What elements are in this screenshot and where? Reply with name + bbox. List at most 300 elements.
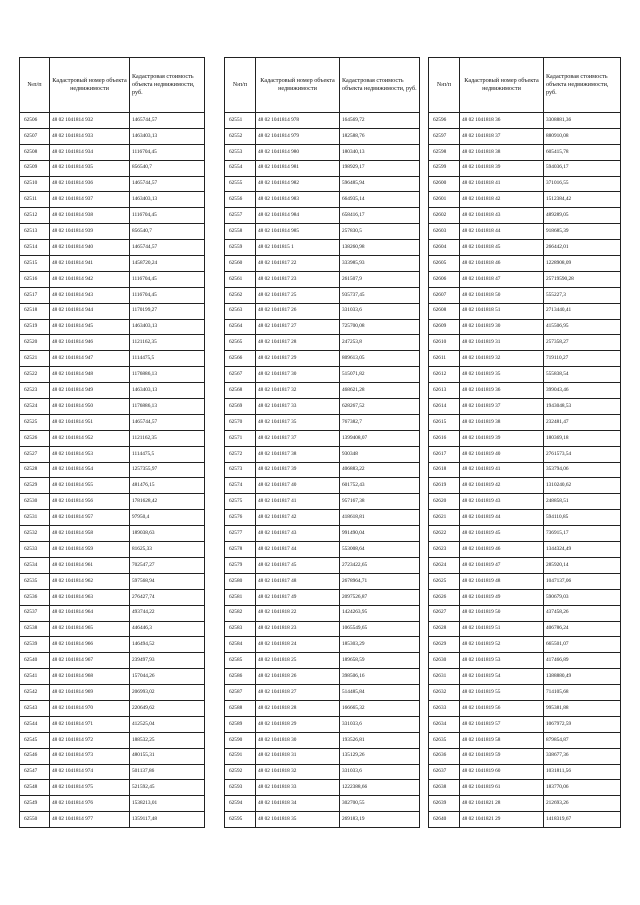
cadastral-cost: 1463403,13 [130, 319, 205, 335]
row-number: 62584 [225, 637, 256, 653]
cadastral-cost: 446446,3 [130, 621, 205, 637]
row-number: 62517 [20, 287, 50, 303]
cadastral-cost: 257358,27 [544, 335, 621, 351]
table-row [225, 224, 420, 240]
cadastral-cost: 1031811,56 [544, 764, 621, 780]
cadastral-number: 48 02 1041819 37 [460, 399, 544, 415]
table-row [225, 208, 420, 224]
cadastral-cost: 180369,18 [544, 430, 621, 446]
cadastral-cost: 3308881,36 [544, 113, 621, 129]
cadastral-table-block-3 [428, 57, 621, 828]
table-row [429, 128, 621, 144]
cadastral-number: 48 02 1041814 981 [256, 160, 340, 176]
row-number: 62578 [225, 542, 256, 558]
cadastral-number: 48 02 1041819 36 [460, 383, 544, 399]
cadastral-number: 48 02 1041819 38 [460, 414, 544, 430]
row-number: 62525 [20, 414, 50, 430]
row-number: 62555 [225, 176, 256, 192]
table-row [429, 748, 621, 764]
cadastral-cost: 164569,72 [340, 113, 420, 129]
cadastral-number: 48 02 1041817 38 [256, 446, 340, 462]
cadastral-cost: 1310240,62 [544, 478, 621, 494]
table-row [429, 383, 621, 399]
table-row [429, 351, 621, 367]
row-number: 62619 [429, 478, 460, 494]
table-row [225, 430, 420, 446]
row-number: 62506 [20, 113, 50, 129]
cadastral-number: 48 02 1041819 50 [460, 605, 544, 621]
table-row [429, 430, 621, 446]
cadastral-cost: 1465744,57 [130, 414, 205, 430]
row-number: 62564 [225, 319, 256, 335]
cadastral-cost: 266442,01 [544, 240, 621, 256]
cadastral-number: 48 02 1041814 942 [50, 271, 130, 287]
cadastral-number: 48 02 1041819 53 [460, 653, 544, 669]
row-number: 62521 [20, 351, 50, 367]
cadastral-number: 48 02 1041819 42 [460, 478, 544, 494]
cadastral-number: 48 02 1041819 40 [460, 446, 544, 462]
row-number: 62574 [225, 478, 256, 494]
cadastral-cost: 353794,06 [544, 462, 621, 478]
cadastral-cost: 521592,45 [130, 780, 205, 796]
cadastral-cost: 1418319,67 [544, 812, 621, 828]
cadastral-number: 48 02 1041814 948 [50, 367, 130, 383]
cadastral-number: 48 02 1041818 35 [256, 812, 340, 828]
cadastral-cost: 1359117,48 [130, 812, 205, 828]
row-number: 62602 [429, 208, 460, 224]
cadastral-number: 48 02 1041818 37 [460, 128, 544, 144]
cadastral-number: 48 02 1041818 30 [256, 732, 340, 748]
cadastral-cost: 406883,22 [340, 462, 420, 478]
cadastral-cost: 1228908,09 [544, 256, 621, 272]
table-row [20, 256, 205, 272]
table-row [20, 430, 205, 446]
table-row [429, 685, 621, 701]
cadastral-number: 48 02 1041814 953 [50, 446, 130, 462]
cadastral-number: 48 02 1041821 29 [460, 812, 544, 828]
cadastral-cost: 809613,05 [340, 351, 420, 367]
cadastral-cost: 1465744,57 [130, 240, 205, 256]
cadastral-number: 48 02 1041819 56 [460, 700, 544, 716]
cadastral-number: 48 02 1041817 25 [256, 287, 340, 303]
cadastral-cost: 146494,52 [130, 637, 205, 653]
header-cadastral-cost: Кадастровая стоимость объекта недвижимости, руб. [544, 58, 621, 113]
cadastral-cost: 198929,17 [340, 160, 420, 176]
cadastral-cost: 601752,43 [340, 478, 420, 494]
table-body [429, 113, 621, 828]
row-number: 62610 [429, 335, 460, 351]
row-number: 62599 [429, 160, 460, 176]
cadastral-cost: 371016,55 [544, 176, 621, 192]
row-number: 62579 [225, 557, 256, 573]
row-number: 62524 [20, 399, 50, 415]
header-num: №п/п [20, 58, 50, 113]
table-row [20, 224, 205, 240]
cadastral-number: 48 02 1041818 26 [256, 669, 340, 685]
cadastral-number: 48 02 1041814 959 [50, 542, 130, 558]
cadastral-cost: 97950,4 [130, 510, 205, 526]
row-number: 62595 [225, 812, 256, 828]
table-row [225, 526, 420, 542]
table-row [225, 383, 420, 399]
row-number: 62624 [429, 557, 460, 573]
cadastral-number: 48 02 1041814 952 [50, 430, 130, 446]
row-number: 62630 [429, 653, 460, 669]
row-number: 62594 [225, 796, 256, 812]
cadastral-number: 48 02 1041814 966 [50, 637, 130, 653]
row-number: 62577 [225, 526, 256, 542]
row-number: 62590 [225, 732, 256, 748]
cadastral-cost: 1538213,01 [130, 796, 205, 812]
table-row [20, 716, 205, 732]
table-header-row [429, 58, 621, 113]
row-number: 62526 [20, 430, 50, 446]
table-row [429, 796, 621, 812]
cadastral-cost: 553008,64 [340, 542, 420, 558]
row-number: 62635 [429, 732, 460, 748]
table-row [225, 669, 420, 685]
table-row [20, 685, 205, 701]
table-header-row [20, 58, 205, 113]
table-row [429, 510, 621, 526]
cadastral-number: 48 02 1041814 941 [50, 256, 130, 272]
cadastral-cost: 81625,33 [130, 542, 205, 558]
cadastral-number: 48 02 1041819 52 [460, 637, 544, 653]
table-row [429, 764, 621, 780]
cadastral-number: 48 02 1041814 985 [256, 224, 340, 240]
table-row [429, 240, 621, 256]
table-row [429, 208, 621, 224]
cadastral-cost: 276427,74 [130, 589, 205, 605]
cadastral-cost: 658416,17 [340, 208, 420, 224]
cadastral-number: 48 02 1041818 25 [256, 653, 340, 669]
cadastral-number: 48 02 1041819 60 [460, 764, 544, 780]
cadastral-cost: 25719590,28 [544, 271, 621, 287]
cadastral-cost: 714105,68 [544, 685, 621, 701]
cadastral-number: 48 02 1041818 39 [460, 160, 544, 176]
table-row [225, 271, 420, 287]
row-number: 62615 [429, 414, 460, 430]
cadastral-number: 48 02 1041814 946 [50, 335, 130, 351]
row-number: 62571 [225, 430, 256, 446]
cadastral-cost: 232481,47 [544, 414, 621, 430]
cadastral-number: 48 02 1041818 51 [460, 303, 544, 319]
row-number: 62539 [20, 637, 50, 653]
row-number: 62629 [429, 637, 460, 653]
table-row [225, 510, 420, 526]
cadastral-number: 48 02 1041814 967 [50, 653, 130, 669]
cadastral-number: 48 02 1041817 37 [256, 430, 340, 446]
cadastral-number: 48 02 1041819 55 [460, 685, 544, 701]
cadastral-cost: 1458720,24 [130, 256, 205, 272]
cadastral-cost: 879854,87 [544, 732, 621, 748]
cadastral-number: 48 02 1041817 49 [256, 589, 340, 605]
cadastral-number: 48 02 1041818 31 [256, 748, 340, 764]
cadastral-cost: 412525,04 [130, 716, 205, 732]
table-row [20, 700, 205, 716]
table-row [429, 669, 621, 685]
cadastral-number: 48 02 1041819 49 [460, 589, 544, 605]
table-row [20, 669, 205, 685]
cadastral-cost: 1388880,49 [544, 669, 621, 685]
table-row [225, 494, 420, 510]
table-row [225, 685, 420, 701]
cadastral-cost: 856540,7 [130, 160, 205, 176]
cadastral-number: 48 02 1041814 954 [50, 462, 130, 478]
table-row [225, 414, 420, 430]
row-number: 62639 [429, 796, 460, 812]
table-row [225, 399, 420, 415]
cadastral-cost: 590679,03 [544, 589, 621, 605]
cadastral-number: 48 02 1041814 980 [256, 144, 340, 160]
cadastral-cost: 918685,39 [544, 224, 621, 240]
cadastral-cost: 1463403,13 [130, 192, 205, 208]
table-row [225, 796, 420, 812]
header-cadastral-number: Кадастровый номер объекта недвижимости [460, 58, 544, 113]
cadastral-cost: 239497,93 [130, 653, 205, 669]
row-number: 62523 [20, 383, 50, 399]
row-number: 62609 [429, 319, 460, 335]
cadastral-cost: 594110,85 [544, 510, 621, 526]
row-number: 62622 [429, 526, 460, 542]
cadastral-number: 48 02 1041814 933 [50, 128, 130, 144]
cadastral-cost: 1114475,5 [130, 351, 205, 367]
row-number: 62549 [20, 796, 50, 812]
table-row [429, 160, 621, 176]
table-row [20, 128, 205, 144]
row-number: 62625 [429, 573, 460, 589]
cadastral-number: 48 02 1041814 938 [50, 208, 130, 224]
cadastral-number: 48 02 1041814 963 [50, 589, 130, 605]
cadastral-cost: 212693,26 [544, 796, 621, 812]
table-row [225, 605, 420, 621]
row-number: 62527 [20, 446, 50, 462]
cadastral-number: 48 02 1041819 58 [460, 732, 544, 748]
cadastral-cost: 1399408,07 [340, 430, 420, 446]
table-row [429, 589, 621, 605]
table-row [429, 144, 621, 160]
row-number: 62605 [429, 256, 460, 272]
row-number: 62547 [20, 764, 50, 780]
cadastral-number: 48 02 1041818 43 [460, 208, 544, 224]
table-row [429, 478, 621, 494]
table-row [429, 653, 621, 669]
cadastral-cost: 995381,88 [544, 700, 621, 716]
table-row [429, 399, 621, 415]
cadastral-number: 48 02 1041814 957 [50, 510, 130, 526]
cadastral-number: 48 02 1041818 27 [256, 685, 340, 701]
cadastral-number: 48 02 1041819 61 [460, 780, 544, 796]
row-number: 62634 [429, 716, 460, 732]
cadastral-number: 48 02 1041817 45 [256, 557, 340, 573]
cadastral-number: 48 02 1041814 934 [50, 144, 130, 160]
cadastral-cost: 157044,26 [130, 669, 205, 685]
cadastral-number: 48 02 1041818 22 [256, 605, 340, 621]
table-header-row [225, 58, 420, 113]
row-number: 62567 [225, 367, 256, 383]
cadastral-number: 48 02 1041817 30 [256, 367, 340, 383]
cadastral-number: 48 02 1041817 33 [256, 399, 340, 415]
cadastral-number: 48 02 1041814 978 [256, 113, 340, 129]
cadastral-cost: 1176886,13 [130, 399, 205, 415]
table-row [20, 589, 205, 605]
cadastral-number: 48 02 1041817 35 [256, 414, 340, 430]
row-number: 62515 [20, 256, 50, 272]
cadastral-number: 48 02 1041814 958 [50, 526, 130, 542]
cadastral-number: 48 02 1041814 971 [50, 716, 130, 732]
row-number: 62545 [20, 732, 50, 748]
row-number: 62529 [20, 478, 50, 494]
table-row [429, 716, 621, 732]
cadastral-number: 48 02 1041817 44 [256, 542, 340, 558]
cadastral-cost: 333985,93 [340, 256, 420, 272]
row-number: 62532 [20, 526, 50, 542]
cadastral-cost: 1116704,45 [130, 208, 205, 224]
table-row [225, 319, 420, 335]
cadastral-cost: 767382,7 [340, 414, 420, 430]
cadastral-cost: 930348 [340, 446, 420, 462]
table-row [20, 414, 205, 430]
cadastral-number: 48 02 1041819 59 [460, 748, 544, 764]
table-row [20, 208, 205, 224]
header-cadastral-cost: Кадастровая стоимость объекта недвижимости, руб. [340, 58, 420, 113]
cadastral-number: 48 02 1041817 42 [256, 510, 340, 526]
cadastral-cost: 1065549,65 [340, 621, 420, 637]
row-number: 62516 [20, 271, 50, 287]
cadastral-cost: 725700,08 [340, 319, 420, 335]
row-number: 62581 [225, 589, 256, 605]
cadastral-number: 48 02 1041818 44 [460, 224, 544, 240]
cadastral-cost: 597568,94 [130, 573, 205, 589]
row-number: 62534 [20, 557, 50, 573]
row-number: 62596 [429, 113, 460, 129]
row-number: 62518 [20, 303, 50, 319]
table-row [429, 605, 621, 621]
table-row [20, 303, 205, 319]
row-number: 62576 [225, 510, 256, 526]
table-row [20, 542, 205, 558]
row-number: 62601 [429, 192, 460, 208]
cadastral-number: 48 02 1041817 28 [256, 335, 340, 351]
cadastral-cost: 628267,52 [340, 399, 420, 415]
table-row [225, 240, 420, 256]
row-number: 62566 [225, 351, 256, 367]
row-number: 62611 [429, 351, 460, 367]
row-number: 62614 [429, 399, 460, 415]
cadastral-number: 48 02 1041814 969 [50, 685, 130, 701]
cadastral-cost: 702547,27 [130, 557, 205, 573]
cadastral-number: 48 02 1041819 31 [460, 335, 544, 351]
cadastral-number: 48 02 1041819 48 [460, 573, 544, 589]
row-number: 62561 [225, 271, 256, 287]
row-number: 62563 [225, 303, 256, 319]
cadastral-number: 48 02 1041818 41 [460, 176, 544, 192]
cadastral-number: 48 02 1041817 48 [256, 573, 340, 589]
row-number: 62600 [429, 176, 460, 192]
cadastral-cost: 1943048,53 [544, 399, 621, 415]
cadastral-cost: 135129,26 [340, 748, 420, 764]
cadastral-cost: 189658,59 [340, 653, 420, 669]
cadastral-number: 48 02 1041817 32 [256, 383, 340, 399]
table-row [429, 780, 621, 796]
cadastral-cost: 1344324,49 [544, 542, 621, 558]
row-number: 62548 [20, 780, 50, 796]
cadastral-cost: 1116704,45 [130, 144, 205, 160]
cadastral-cost: 1257355,97 [130, 462, 205, 478]
table-row [429, 462, 621, 478]
table-row [429, 526, 621, 542]
table-row [225, 716, 420, 732]
table-row [429, 271, 621, 287]
cadastral-number: 48 02 1041814 939 [50, 224, 130, 240]
row-number: 62633 [429, 700, 460, 716]
row-number: 62530 [20, 494, 50, 510]
cadastral-cost: 1512384,42 [544, 192, 621, 208]
cadastral-cost: 331033,6 [340, 716, 420, 732]
cadastral-number: 48 02 1041818 28 [256, 700, 340, 716]
row-number: 62560 [225, 256, 256, 272]
table-row [225, 542, 420, 558]
table-row [20, 812, 205, 828]
table-row [429, 335, 621, 351]
table-row [20, 494, 205, 510]
cadastral-cost: 399043,46 [544, 383, 621, 399]
cadastral-cost: 2723422,65 [340, 557, 420, 573]
row-number: 62543 [20, 700, 50, 716]
cadastral-cost: 514485,84 [340, 685, 420, 701]
cadastral-cost: 555227,3 [544, 287, 621, 303]
row-number: 62535 [20, 573, 50, 589]
cadastral-number: 48 02 1041814 976 [50, 796, 130, 812]
cadastral-number: 48 02 1041814 935 [50, 160, 130, 176]
cadastral-cost: 1465744,57 [130, 176, 205, 192]
row-number: 62612 [429, 367, 460, 383]
cadastral-number: 48 02 1041819 43 [460, 494, 544, 510]
cadastral-number: 48 02 1041817 29 [256, 351, 340, 367]
cadastral-cost: 880910,08 [544, 128, 621, 144]
row-number: 62613 [429, 383, 460, 399]
table-row [20, 446, 205, 462]
cadastral-number: 48 02 1041814 964 [50, 605, 130, 621]
cadastral-number: 48 02 1041814 974 [50, 764, 130, 780]
cadastral-number: 48 02 1041819 44 [460, 510, 544, 526]
cadastral-cost: 594036,17 [544, 160, 621, 176]
row-number: 62621 [429, 510, 460, 526]
table-row [429, 176, 621, 192]
cadastral-cost: 418618,81 [340, 510, 420, 526]
table-row [20, 319, 205, 335]
header-num: №п/п [429, 58, 460, 113]
cadastral-number: 48 02 1041814 940 [50, 240, 130, 256]
header-cadastral-number: Кадастровый номер объекта недвижимости [256, 58, 340, 113]
cadastral-cost: 1121162,35 [130, 430, 205, 446]
cadastral-cost: 664935,14 [340, 192, 420, 208]
row-number: 62616 [429, 430, 460, 446]
table-body [225, 113, 420, 828]
table-row [429, 303, 621, 319]
cadastral-cost: 398506,16 [340, 669, 420, 685]
table-row [20, 335, 205, 351]
table-row [429, 557, 621, 573]
row-number: 62551 [225, 113, 256, 129]
cadastral-cost: 1465744,57 [130, 113, 205, 129]
row-number: 62587 [225, 685, 256, 701]
row-number: 62573 [225, 462, 256, 478]
cadastral-number: 48 02 1041814 951 [50, 414, 130, 430]
row-number: 62511 [20, 192, 50, 208]
cadastral-number: 48 02 1041814 949 [50, 383, 130, 399]
cadastral-cost: 1116704,45 [130, 287, 205, 303]
